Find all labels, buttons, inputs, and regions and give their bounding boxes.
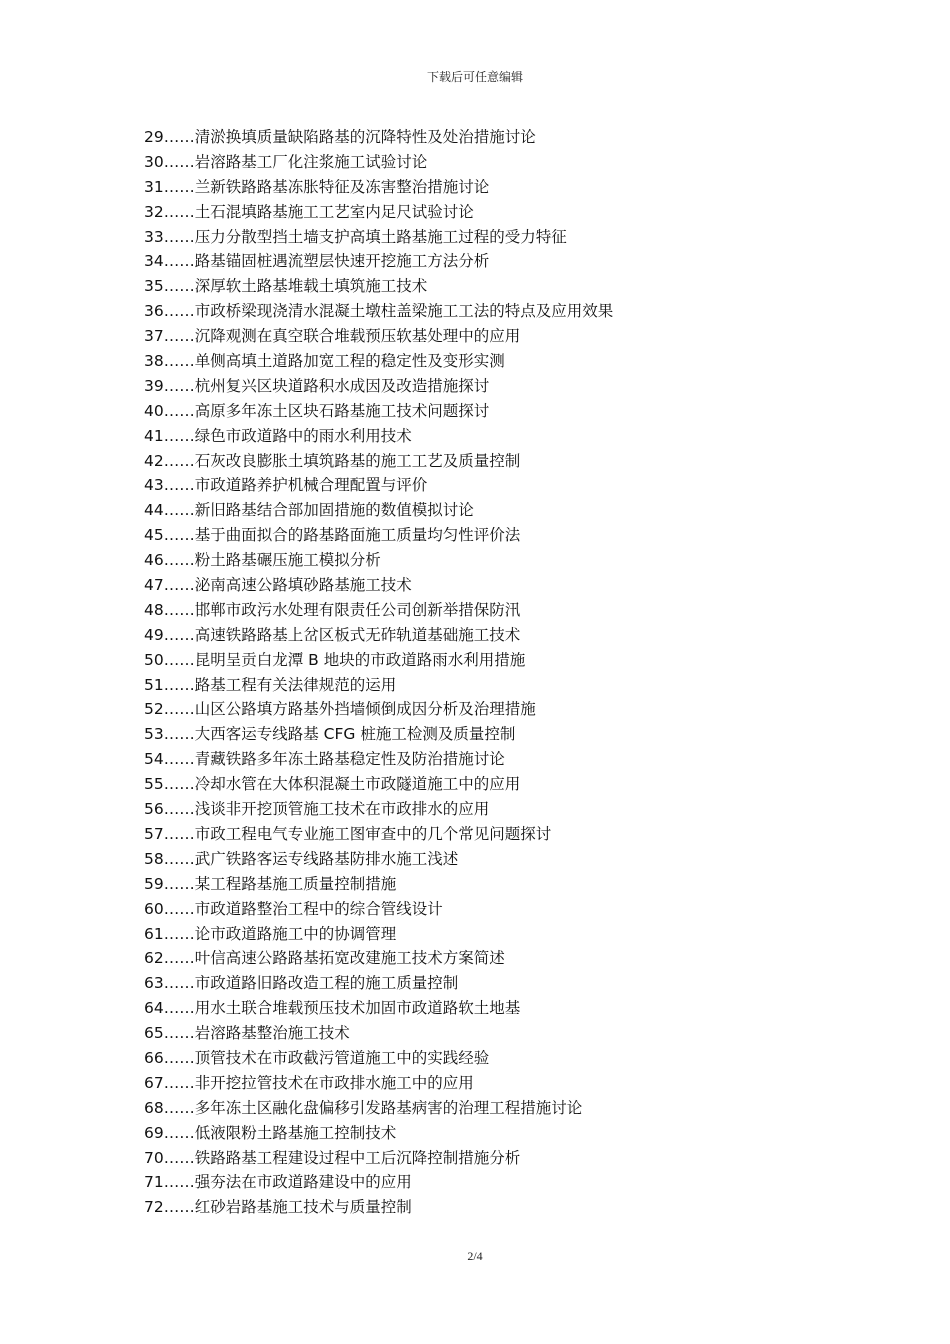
list-item: 49……高速铁路路基上岔区板式无砟轨道基础施工技术	[144, 625, 521, 644]
list-item: 35……深厚软土路基堆载土填筑施工技术	[144, 277, 428, 296]
list-item: 30……岩溶路基工厂化注浆施工试验讨论	[144, 152, 428, 171]
list-item: 33……压力分散型挡土墙支护高填土路基施工过程的受力特征	[144, 227, 567, 246]
list-item: 55……冷却水管在大体积混凝土市政隧道施工中的应用	[144, 775, 521, 794]
list-item: 29……清淤换填质量缺陷路基的沉降特性及处治措施讨论	[144, 128, 536, 146]
list-item: 67……非开挖拉管技术在市政排水施工中的应用	[144, 1073, 474, 1092]
list-item: 36……市政桥梁现浇清水混凝土墩柱盖梁施工工法的特点及应用效果	[144, 302, 614, 321]
list-item: 31……兰新铁路路基冻胀特征及冻害整治措施讨论	[144, 177, 490, 196]
list-item: 52……山区公路填方路基外挡墙倾倒成因分析及治理措施	[144, 700, 536, 719]
list-item: 53……大西客运专线路基 CFG 桩施工检测及质量控制	[144, 725, 516, 744]
list-item: 39……杭州复兴区块道路积水成因及改造措施探讨	[144, 376, 490, 395]
list-item: 37……沉降观测在真空联合堆载预压软基处理中的应用	[144, 327, 521, 346]
list-item: 32……土石混填路基施工工艺室内足尺试验讨论	[144, 202, 474, 221]
list-item: 62……叶信高速公路路基拓宽改建施工技术方案简述	[144, 949, 505, 968]
list-item: 69……低液限粉土路基施工控制技术	[144, 1123, 397, 1142]
list-item: 60……市政道路整治工程中的综合管线设计	[144, 899, 443, 918]
list-item: 66……顶管技术在市政截污管道施工中的实践经验	[144, 1048, 490, 1067]
list-item: 44……新旧路基结合部加固措施的数值模拟讨论	[144, 501, 474, 520]
list-item: 65……岩溶路基整治施工技术	[144, 1024, 350, 1043]
page-number: 2/4	[467, 1249, 483, 1263]
page-header: 下载后可任意编辑	[426, 70, 523, 84]
document-title-list	[144, 125, 824, 1220]
list-item: 40……高原多年冻土区块石路基施工技术问题探讨	[144, 401, 490, 420]
list-item: 64……用水土联合堆载预压技术加固市政道路软土地基	[144, 999, 521, 1018]
list-item: 59……某工程路基施工质量控制措施	[144, 874, 397, 893]
list-item: 34……路基锚固桩遇流塑层快速开挖施工方法分析	[144, 252, 490, 271]
list-item: 46……粉土路基碾压施工模拟分析	[144, 551, 381, 570]
list-item: 50……昆明呈贡白龙潭 B 地块的市政道路雨水利用措施	[144, 650, 526, 669]
list-item: 63……市政道路旧路改造工程的施工质量控制	[144, 974, 459, 993]
list-item: 56……浅谈非开挖顶管施工技术在市政排水的应用	[144, 800, 490, 819]
list-item: 48……邯郸市政污水处理有限责任公司创新举措保防汛	[144, 600, 521, 619]
list-item: 72……红砂岩路基施工技术与质量控制	[144, 1198, 412, 1217]
list-item: 38……单侧高填土道路加宽工程的稳定性及变形实测	[144, 352, 505, 371]
list-item: 42……石灰改良膨胀土填筑路基的施工工艺及质量控制	[144, 451, 521, 470]
list-item: 71……强夯法在市政道路建设中的应用	[144, 1173, 412, 1192]
list-item: 68……多年冻土区融化盘偏移引发路基病害的治理工程措施讨论	[144, 1098, 583, 1117]
list-item: 70……铁路路基工程建设过程中工后沉降控制措施分析	[144, 1148, 521, 1167]
list-item: 54……青藏铁路多年冻土路基稳定性及防治措施讨论	[144, 750, 505, 769]
list-item: 43……市政道路养护机械合理配置与评价	[144, 476, 428, 495]
list-item: 45……基于曲面拟合的路基路面施工质量均匀性评价法	[144, 526, 521, 545]
list-item: 41……绿色市政道路中的雨水利用技术	[144, 426, 412, 445]
list-item: 58……武广铁路客运专线路基防排水施工浅述	[144, 849, 459, 868]
list-item: 61……论市政道路施工中的协调管理	[144, 924, 397, 943]
list-item: 57……市政工程电气专业施工图审查中的几个常见问题探讨	[144, 824, 552, 843]
list-item: 51……路基工程有关法律规范的运用	[144, 675, 397, 694]
list-item: 47……泌南高速公路填砂路基施工技术	[144, 576, 412, 595]
